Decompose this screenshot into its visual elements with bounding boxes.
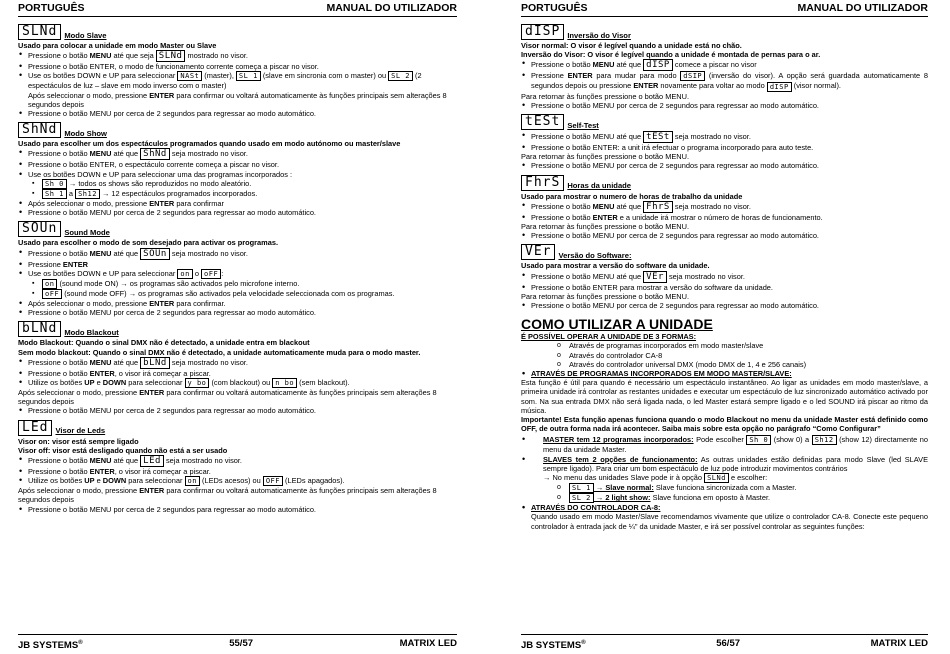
instruction-list <box>18 357 457 388</box>
section-heading: Self-Test <box>567 120 599 130</box>
list-item: • Pressione o botão ENTER, o espectáculo corrente começa a piscar no visor. <box>18 160 457 169</box>
list-item: • Use os botões DOWN e UP para seleccionar uma das programas incorporados : <box>18 170 457 179</box>
instruction-list <box>18 248 457 279</box>
list-item: • Pressione o botão MENU por cerca de 2 segundos para regressar ao modo automático. <box>521 301 928 310</box>
lcd-display-icon: dISP <box>767 82 792 92</box>
section-slave-mode <box>18 24 457 118</box>
section-heading: Modo Blackout <box>64 328 119 338</box>
list-item: • Pressione o botão ENTER e a unidade irá mostrar o número de horas de funcionamento. <box>521 213 928 222</box>
lcd-display-icon: Sh 0 <box>746 435 771 445</box>
lcd-display-icon: tESt <box>643 131 673 143</box>
footer-page-number: 56/57 <box>716 637 741 649</box>
list-item: • MASTER tem 12 programas incorporados: Pode escolher Sh 0 (show 0) a Sh12 (show 12) directamente no menu da unidade Master. <box>521 435 928 454</box>
section-heading: Visor de Leds <box>55 426 106 436</box>
list-item: • Pressione o botão MENU até que VEr seja mostrado no visor. <box>521 271 928 283</box>
lcd-display-icon: dSIP <box>680 71 705 81</box>
section-title <box>18 221 457 237</box>
list-item: • Pressione o botão MENU por cerca de 2 segundos para regressar ao modo automático. <box>18 109 457 118</box>
list-item: ▪ Sh 1 a Sh12 → 12 espectáculos programados incorporados. <box>18 189 457 199</box>
list-item: • Pressione o botão MENU até que dISP comece a piscar no visor <box>521 59 928 71</box>
lcd-display-icon: oFF <box>201 269 221 279</box>
left-header-language: PORTUGUÊS <box>18 2 85 14</box>
section-lead: Sem modo blackout: Quando o sinal DMX não é detectado, a unidade automaticamente muda para o modo master. <box>18 347 421 357</box>
section-self-test <box>521 114 928 171</box>
list-item: • Pressione o botão MENU até que LEd seja mostrado no visor. <box>18 455 457 467</box>
list-item: • Pressione o botão ENTER: a unit irá efectuar o programa incorporado para auto teste. <box>521 143 928 152</box>
lcd-display-icon: Sh 0 <box>42 179 67 189</box>
instruction-list <box>521 503 928 512</box>
section-blackout-mode <box>18 321 457 415</box>
instruction-list <box>18 299 457 317</box>
sub-list <box>18 279 457 299</box>
list-item: • Pressione ENTER <box>18 260 457 269</box>
section-heading: Modo Slave <box>64 30 107 40</box>
instruction-list <box>18 455 457 486</box>
section-title <box>18 122 457 138</box>
section-heading: Inversão do Visor <box>567 30 631 40</box>
list-item: • Pressione o botão MENU até que FhrS seja mostrado no visor. <box>521 201 928 213</box>
instruction-list <box>521 435 928 473</box>
list-item: o Através de programas incorporados em modo master/slave <box>521 341 928 350</box>
lcd-display-icon: LEd <box>140 455 164 467</box>
list-item: o SL 1 → Slave normal: Slave funciona sincronizada com a Master. <box>521 483 928 493</box>
section-lead: Modo Blackout: Quando o sinal DMX não é detectado, a unidade entra em blackout <box>18 338 310 348</box>
list-item: • Utilize os botões UP e DOWN para seleccionar on (LEDs acesos) ou OFF (LEDs apagados). <box>18 476 457 486</box>
instruction-list <box>18 199 457 217</box>
lcd-display-icon: dISP <box>643 59 673 71</box>
list-item: • Utilize os botões UP e DOWN para seleccionar y bo (com blackout) ou n bo (sem blackout). <box>18 378 457 388</box>
section-lead: Usado para colocar a unidade em modo Master ou Slave <box>18 41 217 50</box>
lcd-display-icon: on <box>185 476 200 486</box>
instruction-list <box>18 505 457 514</box>
section-led-display <box>18 420 457 514</box>
left-footer <box>18 638 457 651</box>
instruction-list <box>521 131 928 152</box>
lcd-display-icon: Sh 1 <box>42 189 67 199</box>
section-how-to-use <box>521 316 928 531</box>
list-item: • Pressione o botão MENU por cerca de 2 segundos para regressar ao modo automático. <box>521 161 928 170</box>
lcd-display-icon: ShNd <box>18 122 61 138</box>
list-item: • Pressione ENTER para mudar para modo dSIP (inversão do visor). A opção será guardada automaticamente 8 segundos depois ou pressione ENTER novamente para voltar ao modo dISP (visor normal). <box>521 71 928 91</box>
lcd-display-icon: bLNd <box>140 357 170 369</box>
options-list <box>521 341 928 369</box>
arrow-note: → No menu das unidades Slave pode ir à opção SLNd e escolher: <box>543 473 768 483</box>
list-item: • Pressione o botão ENTER, o visor irá começar a piscar. <box>18 369 457 378</box>
list-item: • Pressione o botão MENU até que SOUn seja mostrado no visor. <box>18 248 457 260</box>
instruction-list <box>18 50 457 118</box>
lcd-display-icon: Sh12 <box>812 435 837 445</box>
instruction-list <box>521 101 928 110</box>
list-item: • Pressione o botão MENU por cerca de 2 segundos para regressar ao modo automático. <box>521 231 928 240</box>
lcd-display-icon: bLNd <box>18 321 61 337</box>
list-item: • SLAVES tem 2 opções de funcionamento: As outras unidades estão definidas para modo Slave (led SLAVE sempre ligado). Para criar um bom espectáculo de luz pode introduzir movimentos contrários <box>521 455 928 473</box>
section-title <box>521 244 928 260</box>
important-note: Importante! Esta função apenas funciona quando o modo Blackout no menu da unidade Master está definido como OFF, de outra forma nada irá acontecer. Saiba mais sobre esta opção no parágrafo “Como Configurar” <box>521 414 928 434</box>
footer-brand: JB SYSTEMS® <box>18 639 83 651</box>
paragraph: Após seleccionar o modo, pressione ENTER para confirmar ou voltará automaticamente às funções principais sem alterações 8 segundos depois <box>18 486 437 505</box>
lcd-display-icon: FhrS <box>643 201 673 213</box>
section-heading: Sound Mode <box>64 228 110 238</box>
paragraph: Para retornar às funções pressione o botão MENU. <box>521 291 690 301</box>
section-software-version <box>521 244 928 310</box>
section-lead: Usado para mostrar a versão do software da unidade. <box>521 261 710 271</box>
section-heading: Versão do Software: <box>558 251 632 261</box>
section-unit-hours <box>521 175 928 241</box>
lcd-display-icon: SL 2 <box>388 71 413 81</box>
lcd-display-icon: oFF <box>42 289 62 299</box>
list-item: • Pressione o botão MENU por cerca de 2 segundos para regressar ao modo automático. <box>521 101 928 110</box>
list-item: • Use os botões DOWN e UP para seleccionar on o oFF : <box>18 269 457 279</box>
list-item: • Após seleccionar o modo, pressione ENTER para confirmar. <box>18 299 457 308</box>
instruction-list <box>521 271 928 292</box>
footer-page-number: 55/57 <box>229 637 254 649</box>
section-title <box>521 24 928 40</box>
left-header-title: MANUAL DO UTILIZADOR <box>326 2 457 14</box>
lcd-display-icon: n bo <box>272 378 297 388</box>
right-header-language: PORTUGUÊS <box>521 2 588 14</box>
list-item: • Pressione o botão ENTER, o visor irá começar a piscar. <box>18 467 457 476</box>
list-item: • Pressione o botão MENU por cerca de 2 segundos para regressar ao modo automático. <box>18 208 457 217</box>
lcd-display-icon: SL 2 <box>569 493 594 503</box>
list-item: • Pressione o botão MENU até que seja SLNd mostrado no visor. <box>18 50 457 62</box>
instruction-list <box>521 301 928 310</box>
section-show-mode <box>18 122 457 217</box>
lcd-display-icon: SOUn <box>18 221 61 237</box>
list-item: • Pressione o botão MENU por cerca de 2 segundos para regressar ao modo automático. <box>18 505 457 514</box>
instruction-list <box>521 201 928 222</box>
left-header <box>18 2 457 14</box>
list-item: ▪ on (sound mode ON) → os programas são activados pelo microfone interno. <box>18 279 457 289</box>
arrow-icon: → <box>543 473 553 483</box>
list-item: • Pressione o botão ENTER para mostrar a versão do software da unidade. <box>521 283 928 292</box>
lcd-display-icon: OFF <box>263 476 283 486</box>
lcd-display-icon: ShNd <box>140 148 170 160</box>
lcd-display-icon: on <box>42 279 57 289</box>
lcd-display-icon: FhrS <box>521 175 564 191</box>
paragraph: Quando usado em modo Master/Slave recomendamos vivamente que utilize o controlador CA-8. Conecte este pequeno controlador à entrada jack de ¼” da unidade Master, e irá ser possível controlar as seguintes funções: <box>531 512 928 531</box>
list-item: • Use os botões DOWN e UP para seleccionar NASt (master), SL 1 (slave em sincronia com o master) ou SL 2 (2 espectáculos de luz – slave em modo inverso com o master) Após seleccionar o modo, pressione ENTER para confirmar ou voltará automaticamente às funções principais sem alterações 8 segundos depois <box>18 71 457 109</box>
lcd-display-icon: VEr <box>643 271 667 283</box>
lcd-display-icon: SL 1 <box>569 483 594 493</box>
section-heading: Modo Show <box>64 129 107 139</box>
list-item: o Através do controlador universal DMX (modo DMX de 1, 4 e 256 canais) <box>521 360 928 369</box>
sub-list <box>18 179 457 199</box>
list-item: • Pressione o botão MENU até que ShNd seja mostrado no visor. <box>18 148 457 160</box>
list-item: • Pressione o botão MENU por cerca de 2 segundos para regressar ao modo automático. <box>18 406 457 415</box>
instruction-list <box>18 406 457 415</box>
section-title <box>521 114 928 130</box>
instruction-list <box>521 161 928 170</box>
instruction-list <box>521 369 928 378</box>
lcd-display-icon: on <box>177 269 192 279</box>
lcd-display-icon: SLNd <box>156 50 186 62</box>
instruction-list <box>521 231 928 240</box>
list-item: ▪ Sh 0 → todos os shows são reproduzidos no modo aleatório. <box>18 179 457 189</box>
list-item: • Pressione o botão MENU por cerca de 2 segundos para regressar ao modo automático. <box>18 308 457 317</box>
section-lead: Inversão do Visor: O visor é legível quando a unidade é montada de pernas para o ar. <box>521 50 821 60</box>
footer-product: MATRIX LED <box>870 637 928 649</box>
right-header <box>521 2 928 14</box>
section-lead: Usado para mostrar o numero de horas de trabalho da unidade <box>521 191 743 201</box>
section-lead: Usado para escolher o modo de som desejado para activar os programas. <box>18 238 278 248</box>
section-heading: Horas da unidade <box>567 181 632 191</box>
section-lead: Usado para escolher um dos espectáculos programados quando usado em modo autónomo ou master/slave <box>18 139 401 149</box>
footer-product: MATRIX LED <box>399 637 457 649</box>
paragraph: Para retornar às funções pressione o botão MENU. <box>521 152 690 162</box>
list-item: • Após seleccionar o modo, pressione ENTER para confirmar <box>18 199 457 208</box>
section-lead: Visor on: visor está sempre ligado <box>18 436 139 446</box>
lcd-display-icon: tESt <box>521 114 564 130</box>
lcd-display-icon: LEd <box>18 420 52 436</box>
lcd-display-icon: SOUn <box>140 248 170 260</box>
lcd-display-icon: SL 1 <box>236 71 261 81</box>
section-title <box>521 175 928 191</box>
paragraph: Após seleccionar o modo, pressione ENTER para confirmar ou voltará automaticamente às funções principais sem alterações 8 segundos depois <box>18 387 437 407</box>
paragraph: Esta função é útil para quando é necessário um espectáculo instantâneo. Ao ligar as unidades em modo master/slave, a primeira unidade irá controlar as restantes unidades e executar um espectáculo de luz sincronizado automático activado por som. Na sua entrada DMX não será ligada nada, o led Master estará sempre ligado e o led SOUND irá piscar ao ritmo da música. <box>521 378 928 415</box>
section-lead: Visor off: visor está desligado quando não está a ser usado <box>18 445 228 455</box>
section-lead: Visor normal: O visor é legível quando a unidade está no chão. <box>521 41 742 50</box>
slave-options-list <box>521 483 928 503</box>
lcd-display-icon: NASt <box>177 71 202 81</box>
lcd-display-icon: SLNd <box>704 473 729 483</box>
list-item: ▪ oFF (sound mode OFF) → os programas são activados pela velocidade seleccionada com os programas. <box>18 289 457 299</box>
right-header-title: MANUAL DO UTILIZADOR <box>797 2 928 14</box>
list-item: • ATRAVÉS DE PROGRAMAS INCORPORADOS EM MODO MASTER/SLAVE: <box>521 369 928 378</box>
lcd-display-icon: y bo <box>185 378 210 388</box>
right-page <box>475 0 950 654</box>
section-title <box>18 24 457 40</box>
list-item: • Pressione o botão ENTER, o modo de funcionamento corrente começa a piscar no visor. <box>18 62 457 71</box>
right-body <box>521 24 928 535</box>
left-body <box>18 24 457 518</box>
section-sound-mode <box>18 221 457 317</box>
list-item: • Pressione o botão MENU até que tESt seja mostrado no visor. <box>521 131 928 143</box>
list-item: o Através do controlador CA-8 <box>521 351 928 360</box>
subheading: É POSSÍVEL OPERAR A UNIDADE DE 3 FORMAS: <box>521 332 697 342</box>
paragraph: Para retornar às funções pressione o botão MENU. <box>521 91 690 101</box>
chapter-heading: COMO UTILIZAR A UNIDADE <box>521 316 713 333</box>
section-title <box>18 420 457 436</box>
section-display-inversion <box>521 24 928 110</box>
list-item: • Pressione o botão MENU até que bLNd seja mostrado no visor. <box>18 357 457 369</box>
list-item: o SL 2 → 2 light show: Slave funciona em oposto à Master. <box>521 493 928 503</box>
list-item: • ATRAVÉS DO CONTROLADOR CA-8: <box>521 503 928 512</box>
lcd-display-icon: SLNd <box>18 24 61 40</box>
instruction-list <box>18 148 457 178</box>
right-footer <box>521 638 928 651</box>
paragraph: Para retornar às funções pressione o botão MENU. <box>521 221 690 231</box>
footer-brand: JB SYSTEMS® <box>521 639 586 651</box>
lcd-display-icon: VEr <box>521 244 555 260</box>
instruction-list <box>521 59 928 91</box>
lcd-display-icon: Sh12 <box>75 189 100 199</box>
lcd-display-icon: dISP <box>521 24 564 40</box>
section-title <box>18 321 457 337</box>
